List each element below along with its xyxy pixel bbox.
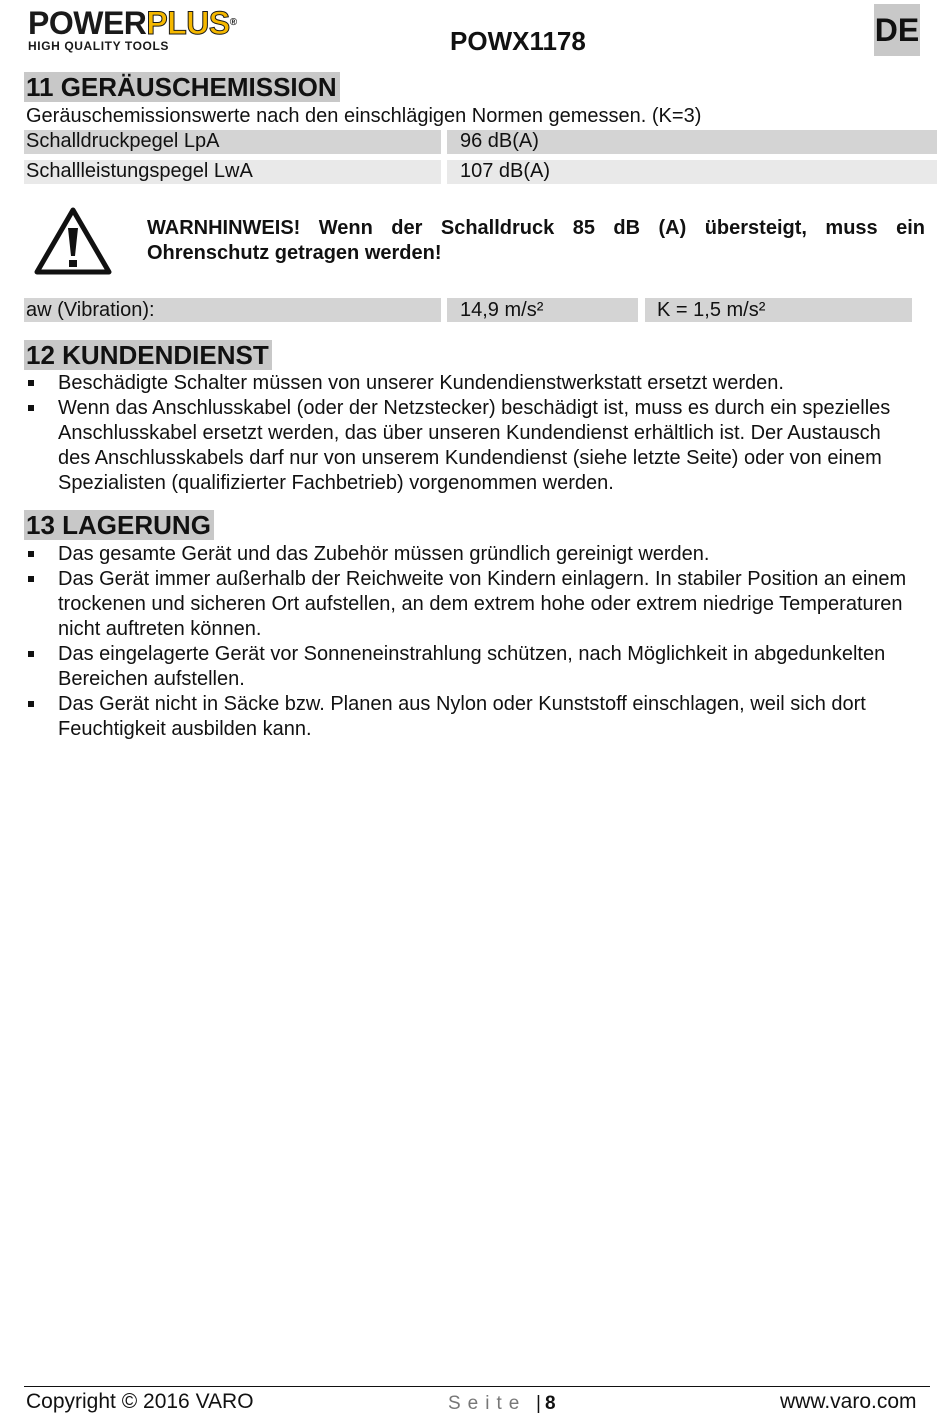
list-item: Das gesamte Gerät und das Zubehör müssen gründlich gereinigt werden. (26, 542, 916, 567)
list-item: Das Gerät immer außerhalb der Reichweite von Kindern einlagern. In stabiler Position an einem trockenen und sicheren Ort aufstellen, an dem extrem hohe oder extrem niedrige Temperaturen nicht auftreten können. (26, 567, 916, 642)
warning-line-1: WARNHINWEIS! Wenn der Schalldruck 85 dB (A) übersteigt, muss ein (147, 217, 925, 239)
list-item: Wenn das Anschlusskabel (oder der Netzstecker) beschädigt ist, muss es durch ein spezielles Anschlusskabel ersetzt werden, das über unseren Kundendienst erhältlich ist. Der Austausch des Anschlusskabels darf nur von unserem Kundendienst (siehe letzte Seite) oder von einem Spezialisten (qualifizierter Fachbetrieb) vorgenommen werden. (26, 396, 916, 496)
spec-value-lpa: 96 dB(A) (460, 130, 539, 152)
warning-text (147, 216, 925, 266)
model-number: POWX1178 (450, 26, 586, 56)
language-badge: DE (874, 4, 920, 56)
storage-list (26, 542, 916, 742)
noise-intro: Geräuschemissionswerte nach den einschlägigen Normen gemessen. (K=3) (26, 105, 702, 127)
warning-triangle-icon (33, 206, 113, 278)
vibration-value: 14,9 m/s² (460, 299, 544, 321)
bullet-icon (28, 651, 34, 657)
bullet-icon (28, 551, 34, 557)
section-11 (24, 72, 340, 102)
footer-divider (24, 1386, 930, 1387)
vibration-label: aw (Vibration): (26, 299, 155, 321)
footer-page-number: | 8 (536, 1393, 556, 1414)
logo-wordmark: POWERPLUS® (28, 5, 237, 41)
warning-line-2: Ohrenschutz getragen werden! (147, 242, 442, 264)
spec-label-lwa: Schallleistungspegel LwA (26, 160, 253, 182)
section-title-13: 13 LAGERUNG (24, 510, 214, 540)
section-12 (24, 340, 272, 370)
section-13 (24, 510, 214, 540)
list-item: Das eingelagerte Gerät vor Sonneneinstrahlung schützen, nach Möglichkeit in abgedunkelten Bereichen aufstellen. (26, 642, 916, 692)
bullet-icon (28, 701, 34, 707)
service-list (26, 371, 916, 496)
logo-tagline: HIGH QUALITY TOOLS (28, 39, 170, 53)
list-item: Beschädigte Schalter müssen von unserer Kundendienstwerkstatt ersetzt werden. (26, 371, 916, 396)
section-title-11: 11 GERÄUSCHEMISSION (24, 72, 340, 102)
spec-label-lpa: Schalldruckpegel LpA (26, 130, 220, 152)
footer-copyright: Copyright © 2016 VARO (26, 1390, 254, 1413)
vibration-k: K = 1,5 m/s² (657, 299, 766, 321)
bullet-icon (28, 405, 34, 411)
list-item: Das Gerät nicht in Säcke bzw. Planen aus Nylon oder Kunststoff einschlagen, weil sich dort Feuchtigkeit ausbilden kann. (26, 692, 916, 742)
bullet-icon (28, 576, 34, 582)
spec-value-lwa: 107 dB(A) (460, 160, 551, 182)
footer-page-label: Seite (448, 1393, 527, 1414)
section-title-12: 12 KUNDENDIENST (24, 340, 272, 370)
bullet-icon (28, 380, 34, 386)
brand-logo (28, 5, 293, 53)
footer-url[interactable]: www.varo.com (780, 1390, 917, 1413)
